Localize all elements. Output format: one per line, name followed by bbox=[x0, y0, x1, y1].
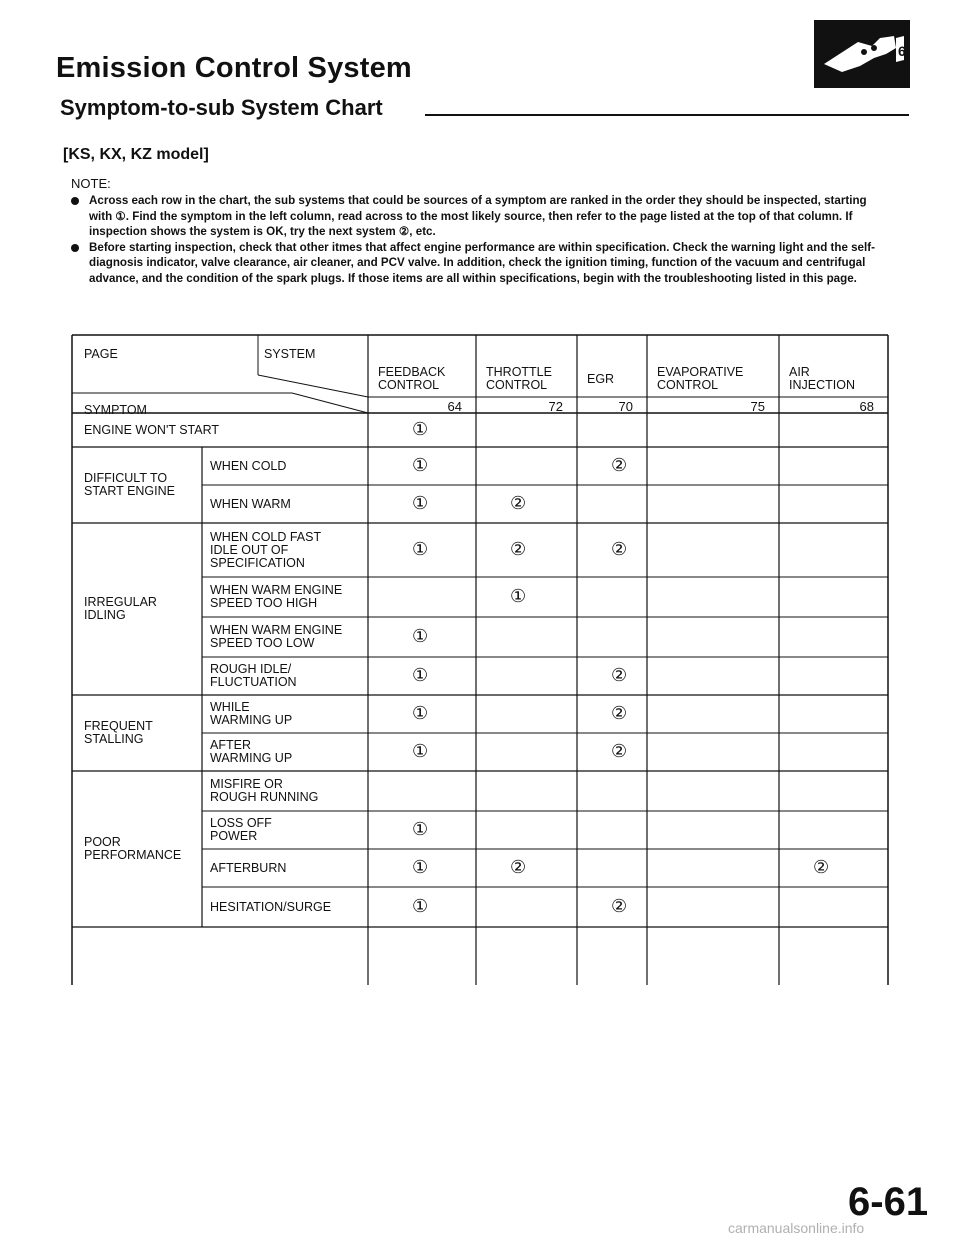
column-page-number-line: 75 bbox=[750, 399, 765, 414]
column-header-3 bbox=[587, 373, 614, 386]
row-symptom-label-line: FLUCTUATION bbox=[210, 675, 297, 689]
symptom-chart-table bbox=[72, 335, 888, 927]
row-symptom-label-line: POWER bbox=[210, 829, 258, 843]
column-page-number-line: 68 bbox=[859, 399, 874, 414]
column-header-1-line: FEEDBACK bbox=[378, 365, 446, 379]
rank-mark: ② bbox=[510, 493, 527, 514]
row-symptom-label-line: WHEN COLD bbox=[210, 458, 287, 473]
watermark: carmanualsonline.info bbox=[728, 1220, 865, 1236]
column-page-number bbox=[779, 400, 874, 413]
row-group-label-line: START ENGINE bbox=[84, 484, 175, 498]
row-group-label bbox=[84, 596, 157, 622]
row-symptom-label-line: WHILE bbox=[210, 700, 250, 714]
row-group-label-line: FREQUENT bbox=[84, 719, 153, 733]
row-symptom-label-line: AFTER bbox=[210, 738, 251, 752]
page-number: 6-61 bbox=[848, 1180, 929, 1224]
note-item bbox=[71, 193, 891, 240]
rank-mark: ① bbox=[412, 703, 429, 724]
column-header-5-line: INJECTION bbox=[789, 378, 855, 392]
column-header-5-line: AIR bbox=[789, 365, 810, 379]
row-symptom-label-line: WHEN COLD FAST bbox=[210, 529, 322, 544]
rank-mark: ② bbox=[510, 539, 527, 560]
column-page-number bbox=[476, 400, 563, 413]
row-symptom-label bbox=[210, 778, 318, 804]
row-symptom-label-line: SPECIFICATION bbox=[210, 555, 305, 570]
row-symptom-label-line: WARMING UP bbox=[210, 751, 293, 765]
row-group-label-line: POOR bbox=[84, 835, 121, 849]
page-title: Emission Control System bbox=[56, 52, 412, 84]
row-group-label bbox=[84, 836, 181, 862]
column-header-4-line: CONTROL bbox=[657, 378, 719, 392]
row-symptom-label-line: WHEN WARM ENGINE bbox=[210, 583, 343, 597]
note-item bbox=[71, 240, 891, 287]
row-symptom-label-line: WHEN WARM bbox=[210, 496, 291, 511]
row-symptom-label bbox=[210, 663, 297, 689]
note-label: NOTE: bbox=[71, 176, 111, 191]
row-symptom-label bbox=[210, 817, 272, 843]
row-symptom-label bbox=[210, 901, 331, 914]
rank-mark: ① bbox=[412, 819, 429, 840]
row-symptom-label bbox=[210, 862, 286, 875]
row-group-label bbox=[84, 424, 219, 437]
row-group-label-line: DIFFICULT TO bbox=[84, 471, 168, 485]
corner-page-label-line: PAGE bbox=[84, 347, 118, 361]
rank-mark: ② bbox=[611, 741, 628, 762]
grid-line bbox=[292, 393, 368, 413]
page-subtitle: Symptom-to-sub System Chart bbox=[60, 95, 383, 120]
row-symptom-label bbox=[210, 498, 291, 511]
row-symptom-label-line: HESITATION/SURGE bbox=[210, 899, 332, 914]
row-symptom-label-line: IDLE OUT OF bbox=[210, 542, 289, 557]
row-symptom-label bbox=[210, 624, 342, 650]
row-symptom-label bbox=[210, 701, 292, 727]
column-page-number bbox=[577, 400, 633, 413]
column-header-1-line: CONTROL bbox=[378, 378, 440, 392]
note-text: Before starting inspection, check that other itmes that affect engine performance are within specification. Check the warning light and the self-diagnosis indicator, valve clearance, air cleaner, and PCV valve. In addition, check the ignition timing, function of the vacuum and centrifugal advance, and the condition of the spark plugs. If those items are all within specifications, begin with the troubleshooting listed in this page. bbox=[89, 240, 875, 285]
grid-line bbox=[258, 375, 368, 397]
model-label: [KS, KX, KZ model] bbox=[63, 146, 209, 163]
corner-symptom-label-line: SYMPTOM bbox=[84, 403, 147, 417]
row-symptom-label-line: AFTERBURN bbox=[210, 860, 287, 875]
bullet-icon bbox=[71, 244, 79, 252]
row-group-label bbox=[84, 720, 153, 746]
rank-mark: ② bbox=[510, 857, 527, 878]
column-header-1 bbox=[378, 366, 445, 392]
column-header-2 bbox=[486, 366, 552, 392]
rank-mark: ① bbox=[412, 419, 429, 440]
row-symptom-label-line: ROUGH IDLE/ bbox=[210, 662, 292, 676]
column-header-4-line: EVAPORATIVE bbox=[657, 365, 744, 379]
column-header-2-line: THROTTLE bbox=[486, 365, 552, 379]
rank-mark: ② bbox=[611, 665, 628, 686]
column-page-number bbox=[647, 400, 765, 413]
column-header-5 bbox=[789, 366, 855, 392]
bullet-icon bbox=[71, 197, 79, 205]
rank-mark: ① bbox=[412, 539, 429, 560]
corner-system-label-line: SYSTEM bbox=[264, 347, 316, 361]
column-page-number-line: 70 bbox=[618, 399, 633, 414]
note-list bbox=[71, 193, 891, 287]
row-symptom-label-line: WARMING UP bbox=[210, 713, 293, 727]
corner-page-label bbox=[84, 348, 118, 361]
column-page-number-line: 72 bbox=[548, 399, 563, 414]
rank-mark: ① bbox=[412, 493, 429, 514]
row-group-label-line: PERFORMANCE bbox=[84, 848, 182, 862]
row-symptom-label bbox=[210, 531, 321, 570]
column-header-3-line: EGR bbox=[587, 372, 615, 386]
rank-mark: ① bbox=[510, 586, 527, 607]
row-group-label-line: IRREGULAR bbox=[84, 595, 157, 609]
exhaust-pipe-icon bbox=[814, 20, 910, 88]
rank-mark: ① bbox=[412, 665, 429, 686]
rank-mark: ① bbox=[412, 896, 429, 917]
rank-mark: ① bbox=[412, 741, 429, 762]
rank-mark: ② bbox=[611, 455, 628, 476]
svg-text:6: 6 bbox=[898, 43, 906, 59]
column-header-2-line: CONTROL bbox=[486, 378, 548, 392]
column-page-number-line: 64 bbox=[447, 399, 462, 414]
row-group-label-line: STALLING bbox=[84, 732, 144, 746]
row-symptom-label bbox=[210, 584, 342, 610]
column-page-number bbox=[368, 400, 462, 413]
rank-mark: ② bbox=[611, 896, 628, 917]
rank-mark: ② bbox=[611, 703, 628, 724]
column-header-4 bbox=[657, 366, 743, 392]
rank-mark: ① bbox=[412, 455, 429, 476]
rank-mark: ② bbox=[813, 857, 830, 878]
row-symptom-label bbox=[210, 460, 286, 473]
row-group-label-line: ENGINE WON'T START bbox=[84, 422, 220, 437]
corner-system-label bbox=[264, 348, 315, 361]
rank-mark: ② bbox=[611, 539, 628, 560]
row-symptom-label-line: MISFIRE OR bbox=[210, 777, 283, 791]
row-symptom-label-line: SPEED TOO LOW bbox=[210, 636, 315, 650]
row-group-label-line: IDLING bbox=[84, 608, 126, 622]
rank-mark: ① bbox=[412, 857, 429, 878]
note-text: Across each row in the chart, the sub systems that could be sources of a symptom are ranked in the order they should be inspected, starting with ①. Find the symptom in the left column, read across to the most likely source, then refer to the page listed at the top of that column. If inspection shows the system is OK, try the next system ②, etc. bbox=[89, 194, 867, 239]
rank-mark: ① bbox=[412, 626, 429, 647]
row-symptom-label-line: ROUGH RUNNING bbox=[210, 790, 319, 804]
corner-symptom-label bbox=[84, 404, 147, 417]
row-group-label bbox=[84, 472, 175, 498]
row-symptom-label-line: LOSS OFF bbox=[210, 816, 272, 830]
row-symptom-label-line: WHEN WARM ENGINE bbox=[210, 623, 343, 637]
row-symptom-label-line: SPEED TOO HIGH bbox=[210, 596, 318, 610]
row-symptom-label bbox=[210, 739, 292, 765]
title-rule bbox=[425, 114, 909, 116]
